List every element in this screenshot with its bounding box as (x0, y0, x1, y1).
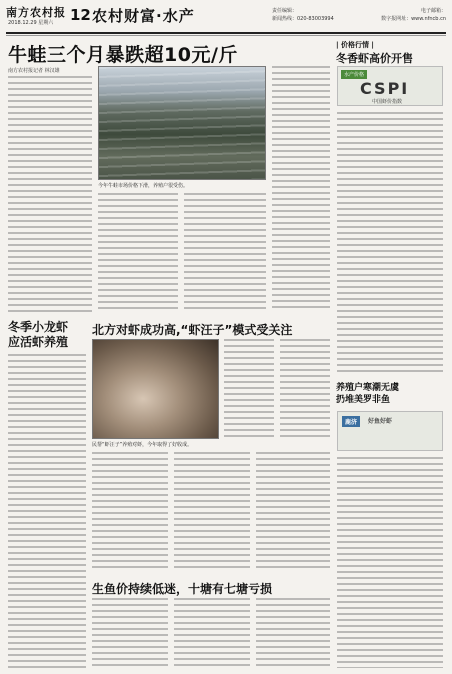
shrimp-photo-caption: 民帮“虾汪子”养殖对虾，今年取得了好收成。 (92, 442, 193, 448)
masthead-info-right (381, 7, 446, 23)
cspi-logo: CSPI (360, 79, 410, 98)
price-text (337, 112, 443, 374)
fish-headline-2: 扔堆美罗非鱼 (336, 395, 391, 405)
fish-headline-1: 养殖户寒潮无虞 (336, 383, 400, 393)
cspi-name: 中国虾价指数 (372, 99, 403, 105)
price-headline: 冬香虾高价开售 (336, 52, 413, 65)
fish-price-text-1 (92, 598, 168, 668)
main-headline: 牛蛙三个月暴跌超10元/斤 (8, 44, 238, 66)
fish-price-text-2 (174, 598, 250, 668)
main-text-col-2 (98, 193, 178, 311)
cspi-logo-box (337, 66, 443, 106)
shrimp-text-col-5 (256, 452, 330, 572)
masthead-rule (6, 32, 446, 34)
shrimp-text-col-1 (224, 339, 274, 439)
fish-text (337, 457, 443, 668)
main-text-col-3 (184, 193, 266, 311)
sponsor-tag: 鹿济 (342, 416, 360, 427)
bullfrog-farm-photo (98, 66, 266, 180)
main-photo-caption: 今年牛蛙市场价格下滑，养殖户很受伤。 (98, 183, 189, 189)
shrimp-text-col-2 (280, 339, 330, 439)
masthead-info (272, 7, 334, 23)
hotline: 新闻热线：020-83003994 (272, 16, 334, 22)
section-title: 农村财富·水产 (92, 7, 195, 25)
issue-date: 2018.12.29 星期六 (8, 20, 54, 26)
fish-price-headline: 生鱼价持续低迷，十塘有七塘亏损 (92, 582, 273, 596)
sponsor-text: 好鱼好虾 (368, 418, 393, 425)
website: 数字报网址：www.nfncb.cn (381, 16, 446, 22)
shrimp-harvest-photo (92, 339, 219, 439)
newspaper-logo: 南方农村报 (6, 6, 66, 19)
shrimp-headline: 北方对虾成功高,“虾汪子”模式受关注 (92, 323, 293, 337)
masthead (6, 4, 446, 32)
shrimp-text-col-4 (174, 452, 250, 572)
fish-price-text-3 (256, 598, 330, 668)
crayfish-headline-1: 冬季小龙虾 (8, 320, 69, 334)
main-byline: 南方农村报记者 林汉雄 (8, 68, 60, 74)
masthead-rule-thin (6, 35, 446, 36)
shrimp-text-col-3 (92, 452, 168, 572)
sponsor-box (337, 411, 443, 451)
crayfish-text (8, 354, 86, 668)
fish-headline (336, 382, 399, 406)
main-text-col-4 (272, 66, 330, 312)
editor-label: 责任编辑： (272, 8, 298, 14)
email-label: 电子邮箱： (420, 8, 446, 14)
crayfish-headline (8, 320, 68, 350)
price-section-label: | 价格行情 | (336, 41, 374, 49)
crayfish-headline-2: 应活虾养殖 (8, 335, 69, 349)
page-number: 12 (70, 6, 91, 24)
main-text-col-1 (8, 76, 92, 312)
cspi-tag: 水产价格 (341, 70, 367, 79)
